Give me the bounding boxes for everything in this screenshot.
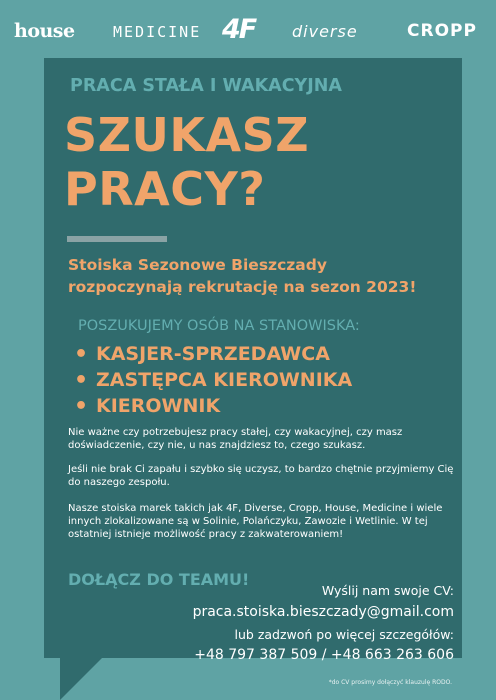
position-item: • KIEROWNIK: [72, 395, 352, 421]
positions-list: [72, 343, 352, 421]
send-cv-label: Wyślij nam swoje CV:: [321, 583, 454, 598]
medicine-logo: MEDICINE: [113, 23, 202, 41]
diverse-logo: diverse: [292, 22, 358, 41]
positions-heading: POSZUKUJEMY OSÓB NA STANOWISKA:: [78, 318, 360, 334]
main-headline-line2: PRACY?: [64, 162, 266, 216]
email-address[interactable]: praca.stoiska.bieszczady@gmail.com: [192, 604, 454, 620]
intro-line2: rozpoczynają rekrutację na sezon 2023!: [68, 278, 417, 296]
rodo-footnote: *do CV prosimy dołączyć klauzulę RODO.: [328, 679, 452, 686]
brand-logos: [0, 14, 496, 48]
speech-bubble-tail: [60, 656, 104, 700]
position-item: • ZASTĘPCA KIEROWNIKA: [72, 369, 352, 395]
position-item: • KASJER-SPRZEDAWCA: [72, 343, 352, 369]
cropp-logo: CROPP: [407, 21, 477, 41]
intro-line1: Stoiska Sezonowe Bieszczady: [68, 256, 327, 274]
house-logo: house: [14, 20, 75, 42]
join-team-heading: DOŁĄCZ DO TEAMU!: [68, 570, 250, 589]
job-type-heading: PRACA STAŁA I WAKACYJNA: [70, 76, 342, 96]
4f-logo: 4F: [222, 14, 256, 45]
phone-numbers[interactable]: +48 797 387 509 / +48 663 263 606: [194, 647, 454, 663]
paragraph-experience: Nie ważne czy potrzebujesz pracy stałej, czy wakacyjnej, czy masz doświadczenie, czy nie, u nas znajdziesz to, czego szukasz.: [68, 427, 403, 451]
main-headline-line1: SZUKASZ: [64, 108, 310, 162]
paragraph-enthusiasm: Jeśli nie brak Ci zapału i szybko się uczysz, to bardzo chętnie przyjmiemy Cię do naszego zespołu.: [68, 464, 454, 488]
call-label: lub zadzwoń po więcej szczegółów:: [234, 627, 454, 642]
divider-bar: [67, 236, 167, 242]
paragraph-locations: Nasze stoiska marek takich jak 4F, Diverse, Cropp, House, Medicine i wiele innych zlokalizowane są w Solinie, Polańczyku, Zawozie i Wetlinie. W tej ostatniej istnieje możliwość pracy z zakwaterowaniem!: [68, 503, 443, 540]
